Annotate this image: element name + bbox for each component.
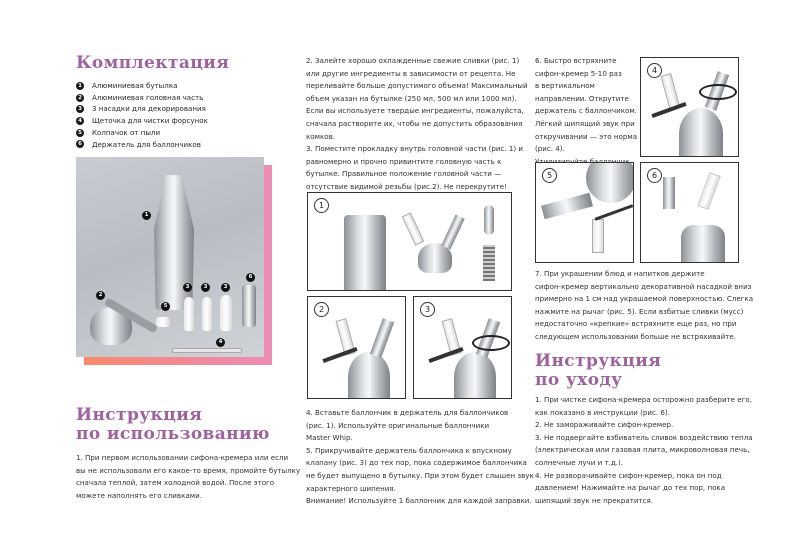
holder-drawing xyxy=(663,177,675,209)
siphon-drawing xyxy=(681,225,725,263)
text-line: объем указан на бутылке (250 мл, 500 мл или 1000 мл). xyxy=(306,93,517,103)
siphon-drawing xyxy=(679,108,723,157)
nozzle-image xyxy=(202,297,212,331)
list-item-label: Алюминиевая головная часть xyxy=(92,92,204,102)
nozzle-drawing xyxy=(402,212,425,245)
list-item xyxy=(76,127,208,139)
figure-number: 5 xyxy=(542,168,557,183)
usage-heading-line2: по использованию xyxy=(76,424,270,444)
text-line: Внимание! Используйте 1 баллончик для каждой заправки. xyxy=(306,496,532,506)
usage-heading-line1: Инструкция xyxy=(76,405,203,425)
care-text xyxy=(535,394,753,507)
care-heading-line2: по уходу xyxy=(535,370,623,390)
text-line: 4. Не разворачивайте сифон-кремер, пока он под xyxy=(535,470,722,480)
number-badge: 6 xyxy=(76,140,84,148)
equipment-heading: Комплектация xyxy=(76,53,230,73)
text-line: бутылке. Правильное положение головной части — xyxy=(306,169,502,179)
text-line: или другие ингредиенты в зависимости от рецепта. Не xyxy=(306,68,516,78)
list-item-label: Щеточка для чистки форсунок xyxy=(92,116,208,126)
figure-5 xyxy=(535,162,634,263)
charger-holder-drawing xyxy=(483,245,495,281)
text-line: 1. При первом использовании сифона-кремера или если xyxy=(76,453,289,462)
rotate-arrow-icon xyxy=(472,335,510,351)
text-line: держатель с баллончиком. xyxy=(535,106,637,116)
text-line: откручивании — это норма xyxy=(535,131,638,141)
photo-label-3: 3 xyxy=(221,283,230,292)
lever-drawing xyxy=(595,204,634,220)
dust-cap-image xyxy=(156,317,170,327)
figure-2 xyxy=(307,296,406,399)
charger-drawing xyxy=(484,205,494,235)
text-line: сифон-кремер 5-10 раз xyxy=(535,68,622,78)
text-line: недостаточно «крепкие» встряхните еще раз, но при xyxy=(535,319,737,329)
text-line: характерного шипения. xyxy=(306,483,396,493)
list-item-label: 3 насадки для декорирования xyxy=(92,104,206,114)
text-line: 4. Вставьте баллончик в держатель для баллончиков xyxy=(306,408,509,417)
bottle-drawing xyxy=(344,215,386,291)
text-line: примерно на 1 см над украшаемой поверхностью. Слегка xyxy=(535,294,754,304)
photo-label-2: 2 xyxy=(96,291,105,300)
text-line: (рис. 1). Используйте оригинальные баллончики xyxy=(306,420,490,430)
text-line: сначала растворите их, чтобы не допустить образования xyxy=(306,118,523,128)
text-line: Если вы используете твердые ингредиенты, пожалуйста, xyxy=(306,106,524,116)
figure-number: 4 xyxy=(647,63,662,78)
nozzle-drawing xyxy=(697,172,721,210)
product-photo xyxy=(76,157,264,357)
figure-4 xyxy=(640,57,739,157)
rotate-arrow-icon xyxy=(699,84,737,100)
text-line: не будет выпущено в бутылку. При этом будет слышен звук xyxy=(306,470,534,480)
text-line: 2. Не замораживайте сифон-кремер. xyxy=(535,420,674,430)
photo-label-1: 1 xyxy=(142,211,151,220)
text-line: комков. xyxy=(306,131,336,141)
text-line: следующем использовании больше не встряхивайте. xyxy=(535,331,736,341)
list-item xyxy=(76,92,208,104)
holder-drawing xyxy=(370,318,394,358)
number-badge: 2 xyxy=(76,94,84,102)
brush-image xyxy=(172,348,242,353)
nozzle-image xyxy=(184,297,194,331)
text-line: солнечные лучи и т.д.). xyxy=(535,457,624,467)
text-line: нажмите на рычаг (рис. 5). Если взбитые сливки (мусс) xyxy=(535,306,744,316)
photo-label-3: 3 xyxy=(183,283,192,292)
text-line: клапану (рис. 3) до тех пор, пока содержимое баллончика xyxy=(306,458,527,468)
list-item xyxy=(76,115,208,127)
photo-label-5: 5 xyxy=(161,302,170,311)
list-item-label: Колпачок от пыли xyxy=(92,127,161,137)
siphon-drawing xyxy=(454,352,496,399)
photo-label-6: 6 xyxy=(246,273,255,282)
usage-heading xyxy=(76,406,270,444)
text-line: вы не использовали его какое-то время, промойте бутылку xyxy=(76,465,301,475)
list-item xyxy=(76,103,208,115)
text-line: 2. Залейте хорошо охлажденные свежие сливки (рис. 1) xyxy=(306,56,520,65)
text-line: 6. Быстро встряхните xyxy=(535,56,617,65)
text-line: давлением! Нажимайте на рычаг до тех пор, пока xyxy=(535,483,726,493)
nozzle-drawing xyxy=(592,219,604,253)
care-heading-line1: Инструкция xyxy=(535,351,662,371)
number-badge: 4 xyxy=(76,117,84,125)
text-line: 7. При украшении блюд и напитков держите xyxy=(535,269,705,278)
text-line: (рис. 4). xyxy=(535,144,565,154)
photo-label-4: 4 xyxy=(216,338,225,347)
figure-6 xyxy=(640,162,739,263)
list-item-label: Держатель для баллончиков xyxy=(92,139,201,149)
text-line: сифон-кремер вертикально декоративной насадкой вниз xyxy=(535,281,752,291)
nozzle-image xyxy=(220,295,232,331)
text-line: отсутствие видимой резьбы (рис.2). Не перекрутите! xyxy=(306,181,507,191)
siphon-drawing xyxy=(348,352,390,399)
steps-4-5-text xyxy=(306,407,534,508)
charger-holder-image xyxy=(242,285,256,327)
text-line: Лёгкий шипящий звук при xyxy=(535,118,635,128)
photo-label-3: 3 xyxy=(201,283,210,292)
text-line: 3. Поместите прокладку внутрь головной части (рис. 1) и xyxy=(306,144,524,154)
number-badge: 5 xyxy=(76,129,84,137)
figure-3 xyxy=(413,296,512,399)
product-photo-image xyxy=(76,157,264,357)
number-badge: 3 xyxy=(76,105,84,113)
usage-text xyxy=(76,452,300,502)
number-badge: 1 xyxy=(76,82,84,90)
holder-drawing xyxy=(541,193,593,219)
figure-number: 3 xyxy=(420,302,435,317)
step-7-text xyxy=(535,268,753,344)
steps-2-3-text xyxy=(306,55,528,194)
text-line: 3. Не подвергайте взбиватель сливок воздействию тепла xyxy=(535,432,753,442)
figure-number: 1 xyxy=(314,198,329,213)
text-line: направлении. Открутите xyxy=(535,93,629,103)
care-heading xyxy=(535,352,661,390)
text-line: как показано в инструкции (рис. 6). xyxy=(535,407,670,417)
text-line: переливайте больше допустимого объема! Максимальный xyxy=(306,81,528,91)
text-line: сначала теплой, затем холодной водой. После этого xyxy=(76,478,275,488)
step-6-text xyxy=(535,55,637,168)
text-line: равномерно и прочно привинтите головную часть к xyxy=(306,156,502,166)
figure-number: 2 xyxy=(314,302,329,317)
list-item-label: Алюминиевая бутылка xyxy=(92,81,178,90)
text-line: 1. При чистке сифона-кремера осторожно разберите его, xyxy=(535,395,752,404)
text-line: можете наполнять его сливками. xyxy=(76,490,202,500)
list-item xyxy=(76,80,208,92)
list-item xyxy=(76,139,208,151)
text-line: шипящий звук не прекратится. xyxy=(535,495,654,505)
siphon-drawing xyxy=(586,162,634,203)
holder-drawing xyxy=(441,214,464,249)
equipment-list xyxy=(76,80,208,150)
text-line: в вертикальном xyxy=(535,81,595,91)
text-line: (электрическая или газовая плита, микроволновая печь, xyxy=(535,445,750,455)
text-line: Master Whip. xyxy=(306,433,353,443)
text-line: 5. Прикручивайте держатель баллончика к впускному xyxy=(306,445,512,455)
figure-number: 6 xyxy=(647,168,662,183)
figure-1 xyxy=(307,192,512,291)
